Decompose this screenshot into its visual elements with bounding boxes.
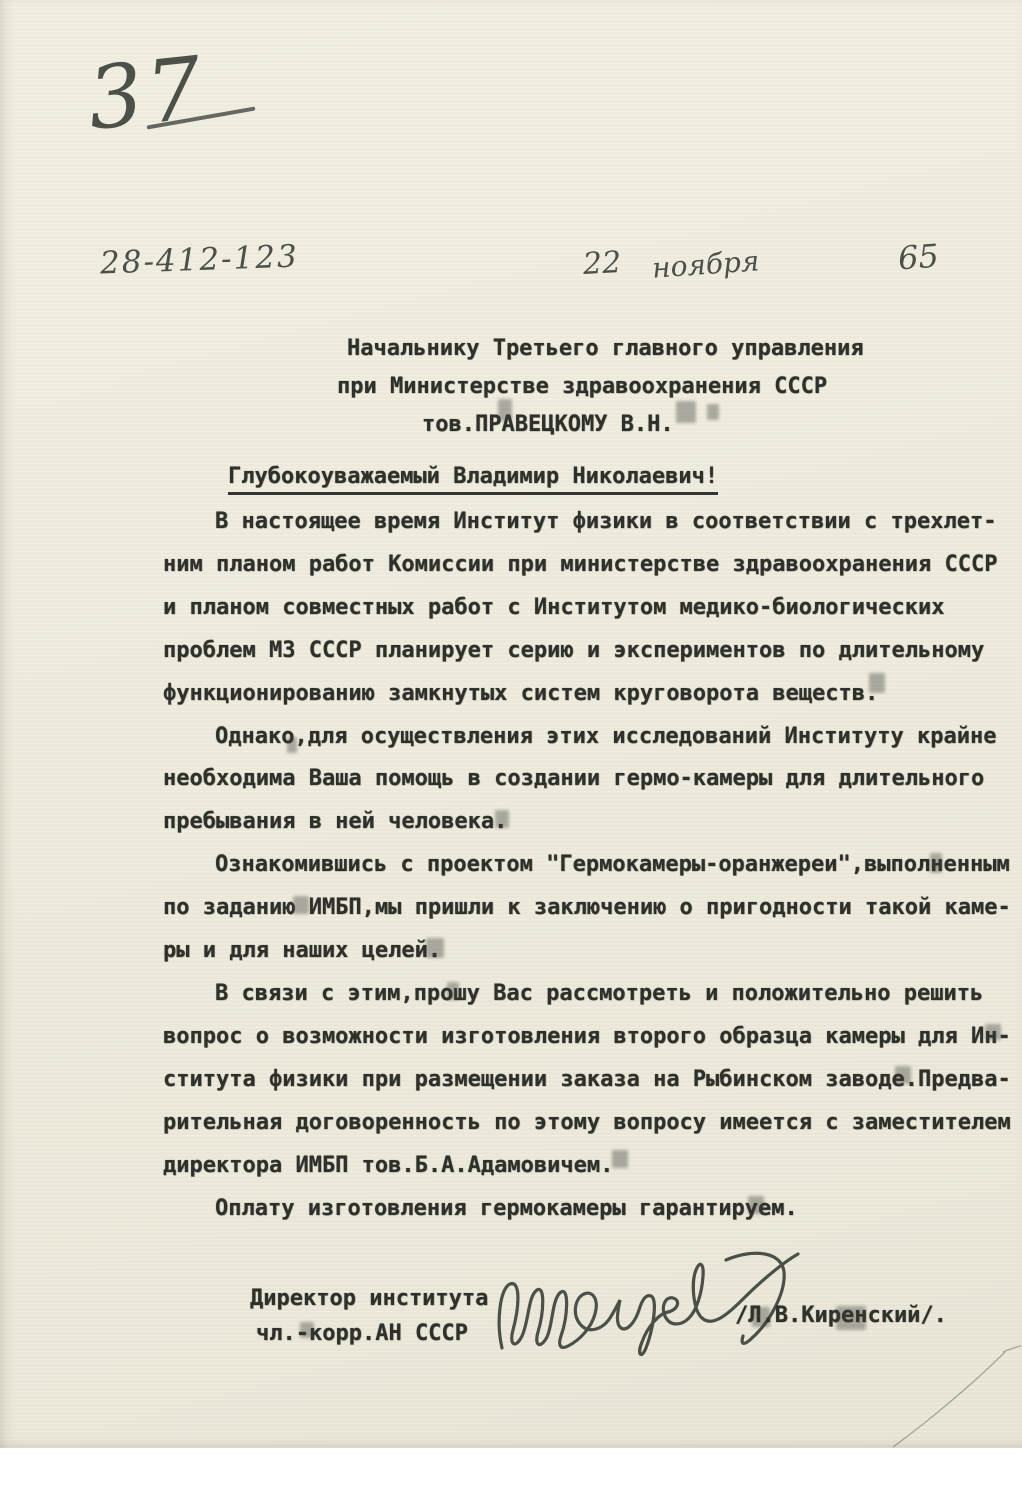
body-line: В настоящее время Институт физики в соответствии с трехлет- [215,509,997,534]
body-line: ним планом работ Комиссии при министерстве здравоохранения СССР [163,551,998,577]
salutation: Глубокоуважаемый Владимир Николаевич! [228,464,718,495]
recipient-line: тов.ПРАВЕЦКОМУ В.Н. [422,412,674,437]
signoff-position-line: Директор института [250,1286,489,1311]
body-line: и планом совместных работ с Институтом медико-биологических [163,594,945,620]
body-line: Однако,для осуществления этих исследований Институту крайне [215,723,997,749]
recipient-line: Начальнику Третьего главного управления [347,336,864,361]
body-line: функционированию замкнутых систем круговорота веществ. [163,680,879,706]
body-line: вопрос о возможности изготовления второго образца камеры для Ин- [163,1023,1011,1049]
body-line: необходима Ваша помощь в создании гермо-камеры для длительного [163,766,985,792]
handwritten-date-year: 65 [896,236,940,278]
handwritten-page-number: 37 [83,38,211,150]
body-line: рительная договоренность по этому вопросу имеется с заместителем [163,1109,1011,1135]
body-line: директора ИМБП тов.Б.А.Адамовичем. [163,1152,614,1178]
scan-background [0,1448,1022,1500]
body-line: Оплату изготовления гермокамеры гарантируем. [215,1195,798,1221]
body-line: проблем МЗ СССР планирует серию и экспериментов по длительному [163,637,985,663]
signoff-position-line: чл.-корр.АН СССР [256,1321,468,1346]
handwritten-date-day: 22 [582,245,623,282]
body-line: пребывания в ней человека. [163,809,508,835]
body-line: по заданию ИМБП,мы пришли к заключению о пригодности такой каме- [163,895,1011,921]
body-line: В связи с этим,прошу Вас рассмотреть и положительно решить [215,980,984,1006]
signoff-name: /Л.В.Киренский/. [735,1303,947,1328]
body-line: Ознакомившись с проектом "Гермокамеры-оранжереи",выполненным [215,852,1010,878]
handwritten-date-month: ноября [650,244,761,285]
recipient-line: при Министерстве здравоохранения СССР [337,374,828,399]
handwritten-reference-number: 28-412-123 [99,238,300,282]
body-line: ры и для наших целей. [163,938,442,964]
body-line: ститута физики при размещении заказа на Рыбинском заводе.Предва- [163,1066,1011,1092]
